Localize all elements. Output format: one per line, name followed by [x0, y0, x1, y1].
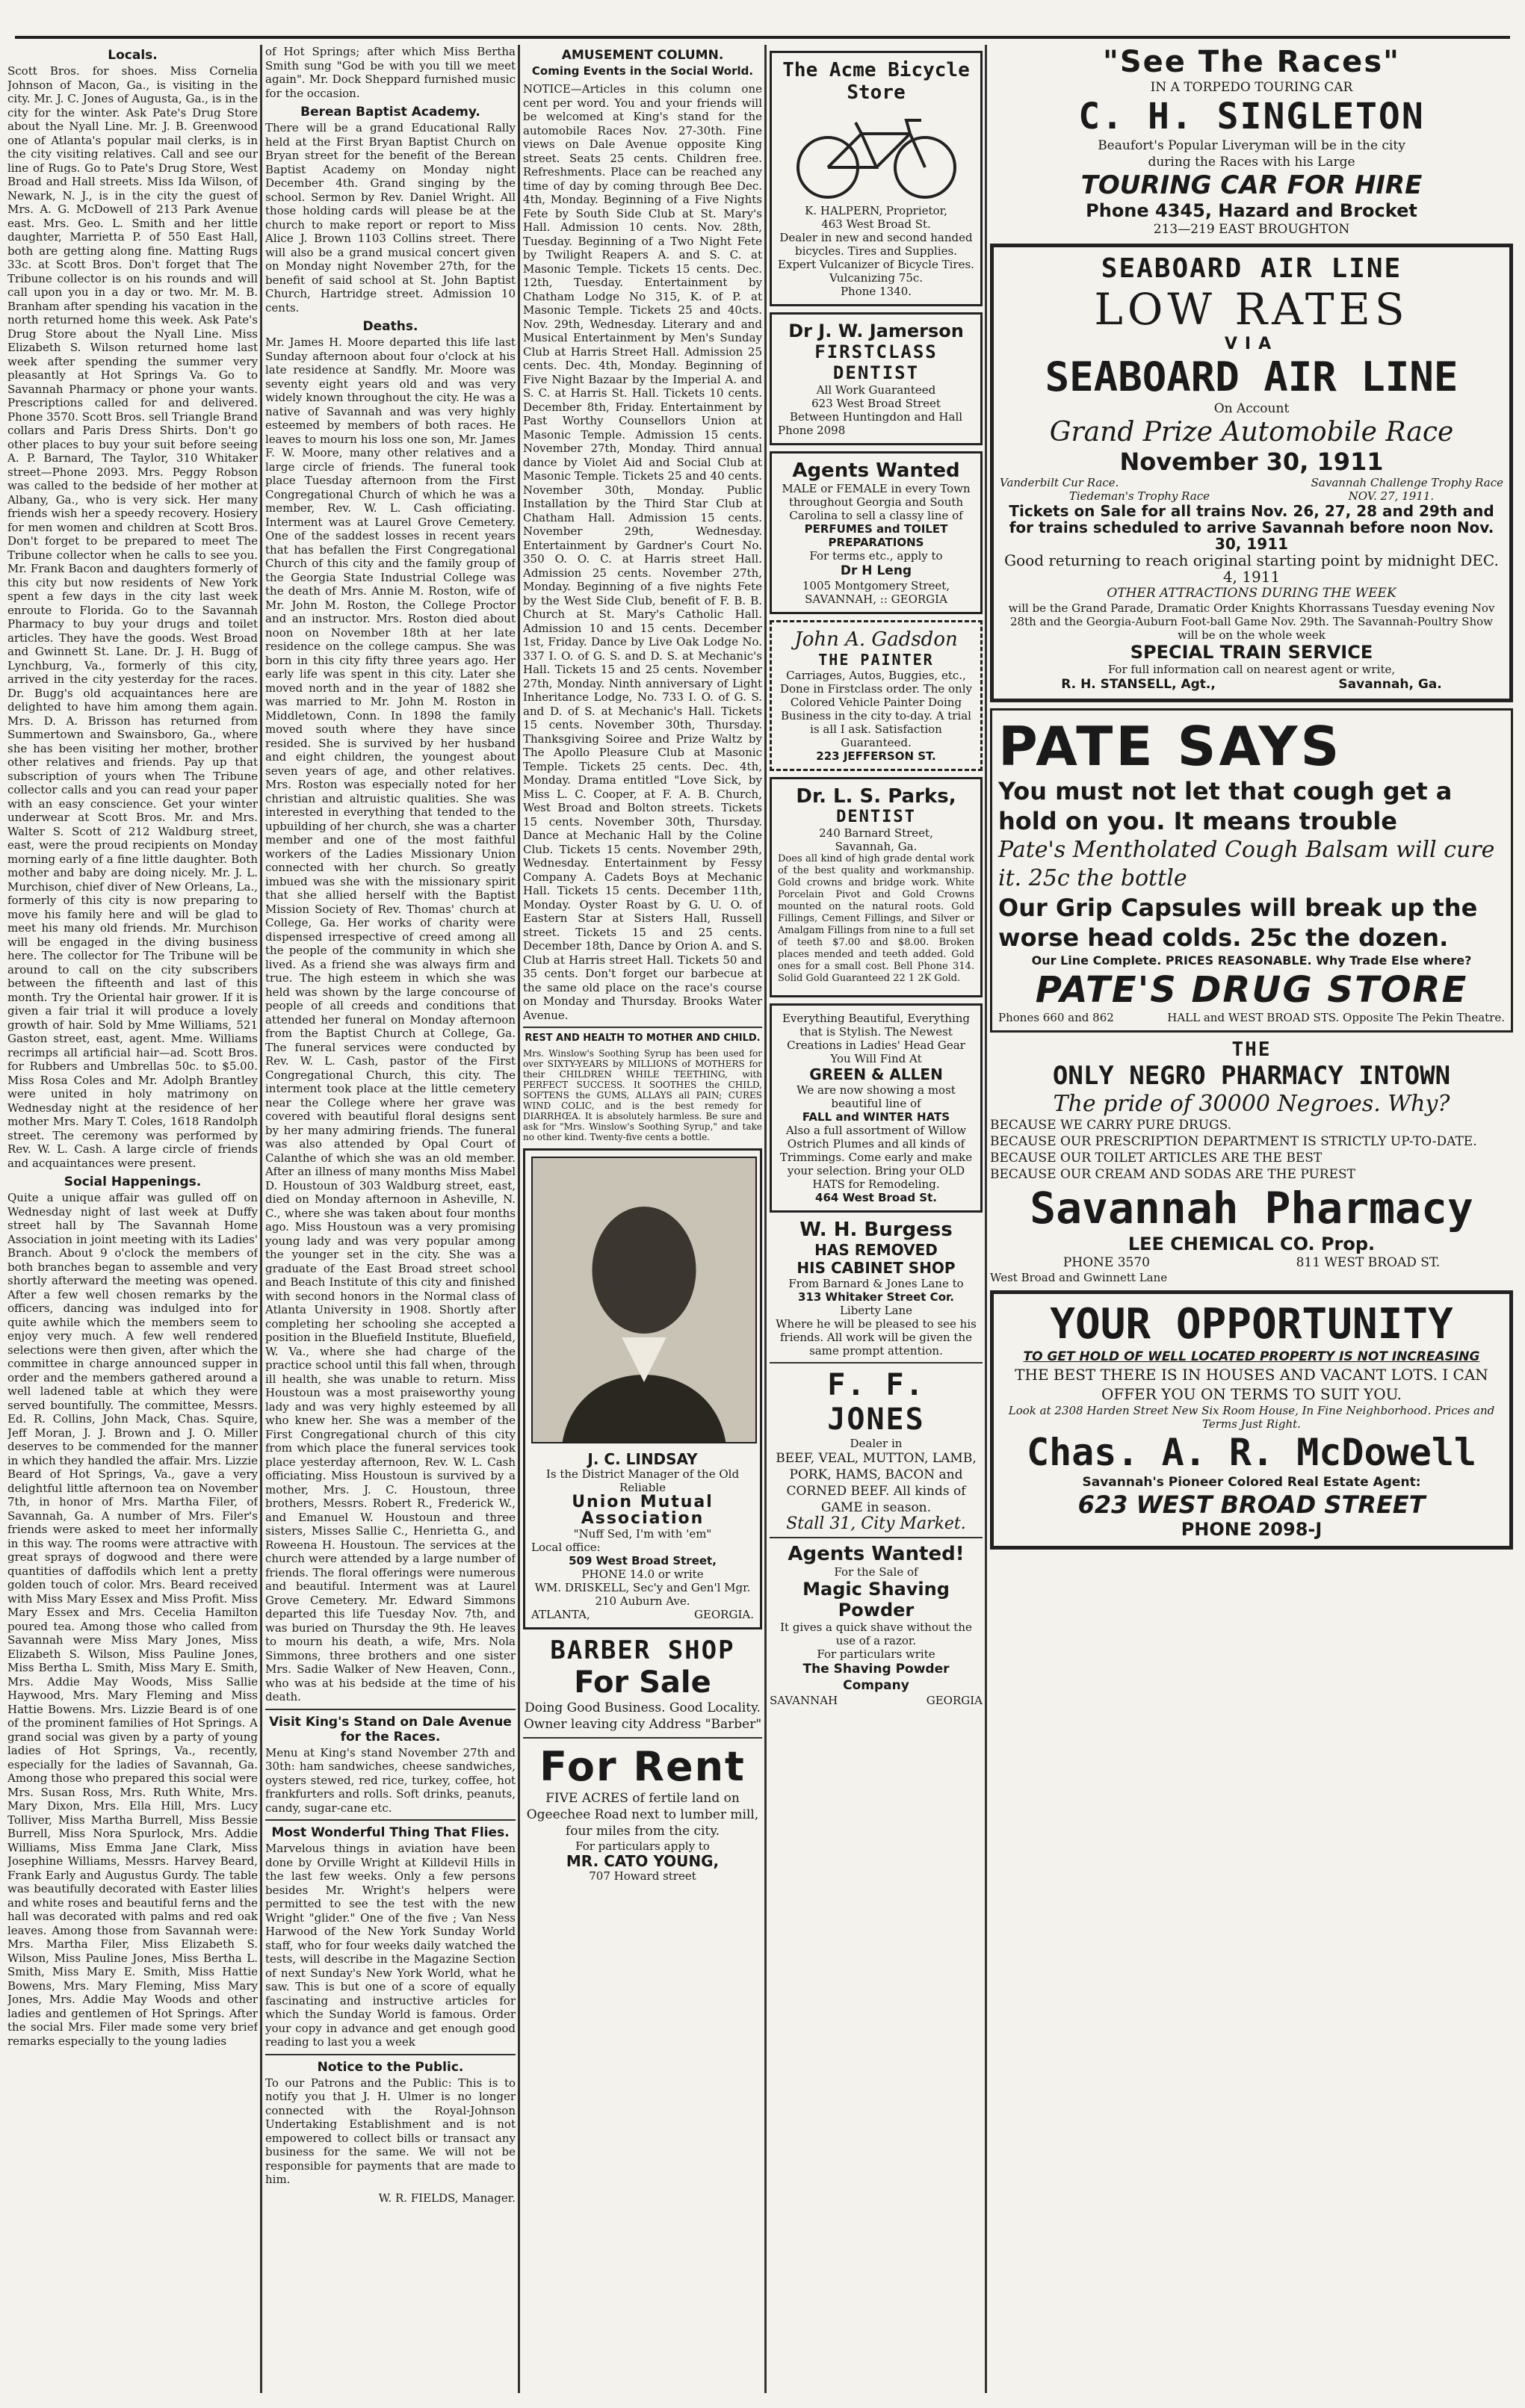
- pate-address: HALL and WEST BROAD STS. Opposite The Pekin Theatre.: [1167, 1011, 1505, 1024]
- seaboard-return: Good returning to reach original starting point by midnight DEC. 4, 1911: [1004, 551, 1499, 586]
- locals-text: Scott Bros. for shoes. Miss Cornelia Johnson of Macon, Ga., is visiting in the city. Mr. J. C. Jones of Augusta, Ga., is in the city for the winter. Ask Pate's Drug Store about the Nyall Line. Mr. J. B. Greenwood one of Atlanta's popular mail clerks, is in the city visiting relatives. Call and see our line of Rugs. Go to Pate's Drug Store, West Broad and Hall streets. Miss Ida Wilson, of Newark, N. J., is in the city the guest of Mrs. A. G. McDowell of 213 Park Avenue east. Mrs. Geo. L. Smith and her little daughter, Marrietta P. of 550 East Hall, both are getting along fine. Matting Rugs 33c. at Scott Bros. Don't forget that The Tribune collector is on his rounds and will call upon you in a day or two. Mr. M. B. Branham after spending his vacation in the north returned home this week. Ask Pate's Drug Store about the Nyall Line. Miss Elizabeth S. Wilson returned home last week after spending the summer very pleasantly at Hot Springs Va. Go to Savannah Pharmacy or phone your wants. Prescriptions called for and delivered. Phone 3570. Scott Bros. sell Triangle Brand collars and Paris Dress Shirts. Don't go other places to buy your suit before seeing A. P. Barnard, The Taylor, 310 Whitaker street—Phone 2093. Mrs. Peggy Robson was called to the bedside of her mother at Albany, Ga., who is very sick. Her many friends wish her a speedy recovery. Hosiery for men women and children at Scott Bros. Don't forget to be prepared to meet The Tribune collector when he calls to see you. Mr. Frank Bacon and daughters formerly of this city but now residents of New York spent a few days in the city last week enroute to Florida. Go to the Savannah Pharmacy to buy your drugs and toilet articles. They have the goods. West Broad and Gwinnett St. Lane. Dr. J. H. Bugg of Lynchburg, Va., formerly of this city, arrived in the city yesterday for the races. Dr. Bugg's old acquaintances here are delighted to have him among them again. Mrs. D. A. Brisson has returned from Summertown and Swainsboro, Ga., where she has been visiting her mother, brother other relatives and friends. Pay up that subscription of yours when The Tribune collector calls and you can read your paper with an easy conscience. Get your winter underwear at Scott Bros. Mr. and Mrs. Walter S. Scott of 212 Waldburg street, east, were the proud recipients on Monday morning early of a fine little daughter. Both mother and baby are doing nicely. Mr. J. L. Murchison, chief diver of New Orleans, La., formerly of this city is now preparing to move his family here and will be glad to meet his many old friends. Mr. Murchison will be engaged in the diving business here. The collector for The Tribune will be around to call on the city subscribers between the fifteenth and last of this month. Try the Oriental hair grower. If it is given a fair trial it will produce a lovely growth of hair. Sold by Mme Williams, 521 Gaston street, east, agent. Mme. Williams recrimps all artificial hair—ad. Scott Bros. for Rubbers and Umbrellas 50c. to $5.00. Miss Rosa Coles and Mr. Adolph Brantley were united in holy matrimony on Wednesday night at the residence of her mother Mrs. Mary T. Coles, 1618 Randolph street. The ceremony was performed by Rev. W. L. Cash. A large circle of friends and acquaintances were present.: [7, 64, 258, 1170]
- pharmacy-lane: West Broad and Gwinnett Lane: [990, 1271, 1168, 1284]
- jamerson-ad: [770, 312, 983, 445]
- seaboard-races-row-2: [1000, 489, 1503, 503]
- divider: [265, 1819, 516, 1821]
- seaboard-tiedeman: Tiedeman's Trophy Race: [1068, 489, 1210, 503]
- opportunity-phone: PHONE 2098-J: [1181, 1519, 1323, 1540]
- shaving-item: Magic Shaving Powder: [802, 1579, 950, 1621]
- pharmacy-only: ONLY NEGRO PHARMACY INTOWN: [1052, 1061, 1451, 1091]
- burgess-ad: [770, 1219, 983, 1358]
- pharmacy-contact-row: [990, 1254, 1513, 1271]
- opportunity-ad: [990, 1290, 1513, 1550]
- rest-text: Mrs. Winslow's Soothing Syrup has been used for over SIXTY-YEARS by MILLIONS of MOTHERS for their CHILDREN WHILE TEETHING, with PERFECT SUCCESS. It SOOTHES the CHILD, SOFTENS the GUMS, ALLAYS all PAIN; CURES WIND COLIC, and is the best remedy for DIARRHŒA. It is absolutely harmless. Be sure and ask for "Mrs. Winslow's Soothing Syrup," and take no other kind. Twenty-five cents a bottle.: [523, 1048, 762, 1142]
- leng-name: Dr H Leng: [840, 563, 912, 578]
- column-rule: [518, 45, 520, 2393]
- rent-heading: For Rent: [539, 1743, 746, 1790]
- berean-text: There will be a grand Educational Rally held at the First Bryan Baptist Church on Bryan street for the benefit of the Berean Baptist Academy on Monday night December 4th. Grand singing by the school. Sermon by Rev. Daniel Wright. All those holding cards will please be at the church to make report or report to Miss Alice J. Brown 1103 Collins street. There will also be a grand musical concert given on Monday night November 27th, for the benefit of said school at St. John Baptist Church, Hartridge street. Admission 10 cents.: [265, 121, 516, 315]
- jamerson-between: Between Huntingdon and Hall: [789, 410, 963, 424]
- shaving-particulars: For particulars write: [817, 1647, 935, 1661]
- seaboard-challenge: Savannah Challenge Trophy Race: [1311, 476, 1503, 489]
- green-allen-ad: [770, 1003, 983, 1213]
- seaboard-city: Savannah, Ga.: [1338, 677, 1442, 692]
- pate-title: PATE SAYS: [998, 715, 1343, 778]
- shaving-text: It gives a quick shave without the use of a razor.: [780, 1621, 972, 1647]
- shaving-for: For the Sale of: [834, 1565, 918, 1579]
- green-text-3: Also a full assortment of Willow Ostrich Plumes and all kinds of Trimmings. Come early and make your selection. Bring your OLD HATS for Remodeling.: [779, 1124, 973, 1191]
- leng-address: 1005 Montgomery Street,: [802, 579, 950, 592]
- seaboard-prize: Grand Prize Automobile Race: [1049, 417, 1454, 448]
- continued-text: of Hot Springs; after which Miss Bertha Smith sung "God be with you till we meet again". Mr. Dock Sheppard furnished music for the occasion.: [265, 45, 516, 100]
- pate-grip: Our Grip Capsules will break up the worse head colds. 25c the dozen.: [998, 894, 1478, 952]
- green-name: GREEN & ALLEN: [809, 1065, 943, 1083]
- pate-contact-row: [998, 1011, 1505, 1024]
- jones-ad: [770, 1368, 983, 1532]
- union-phone: PHONE 14.0 or write: [581, 1567, 704, 1581]
- opportunity-address: 623 WEST BROAD STREET: [1077, 1491, 1426, 1519]
- pate-script: Pate's Mentholated Cough Balsam will cure it. 25c the bottle: [998, 837, 1495, 891]
- pharmacy-reason-4: BECAUSE OUR CREAM AND SODAS ARE THE PUREST: [990, 1167, 1355, 1182]
- burgess-name: W. H. Burgess: [799, 1219, 953, 1241]
- pate-phones: Phones 660 and 862: [998, 1011, 1114, 1024]
- seaboard-other-text: will be the Grand Parade, Dramatic Order Knights Khorrassans Tuesday evening Nov 28th and the Georgia-Auburn Foot-ball Game Nov. 29th. The Savannah-Poultry Show will be on the whole week: [1008, 601, 1495, 642]
- column-rule: [764, 45, 767, 2393]
- seaboard-nov: NOV. 27, 1911.: [1348, 489, 1435, 503]
- pharmacy-reason-3: BECAUSE OUR TOILET ARTICLES ARE THE BEST: [990, 1151, 1323, 1166]
- union-secretary: WM. DRISKELL, Sec'y and Gen'l Mgr.: [534, 1581, 751, 1594]
- divider: [523, 1737, 762, 1739]
- leng-city: SAVANNAH, :: GEORGIA: [805, 592, 947, 606]
- acme-owner: K. HALPERN, Proprietor,: [805, 204, 947, 217]
- green-text: Everything Beautiful, Everything that is Stylish. The Newest Creations in Ladies' Head Gear You Will Find At: [782, 1012, 971, 1065]
- parks-name: Dr. L. S. Parks,: [796, 785, 956, 808]
- parks-title: DENTIST: [836, 808, 916, 826]
- portrait-icon: [533, 1158, 755, 1442]
- pate-store: PATE'S DRUG STORE: [1035, 969, 1468, 1011]
- barber-heading: BARBER SHOP: [550, 1635, 735, 1665]
- green-hats: FALL and WINTER HATS: [802, 1110, 950, 1124]
- opportunity-subtitle: TO GET HOLD OF WELL LOCATED PROPERTY IS NOT INCREASING: [1023, 1349, 1480, 1364]
- rent-apply: For particulars apply to: [575, 1839, 710, 1853]
- lindsay-name: J. C. LINDSAY: [587, 1450, 698, 1468]
- jones-name: F. F. JONES: [827, 1368, 925, 1437]
- burgess-text: Where he will be pleased to see his friends. All work will be given the same prompt attention.: [776, 1317, 977, 1358]
- notice-text: To our Patrons and the Public: This is to notify you that J. H. Ulmer is no longer connected with the Royal-Johnson Undertaking Establishment and is not empowered to collect bills or transact any business for the same. We will not be responsible for payments that are made to him.: [265, 2076, 516, 2186]
- burgess-lane: Liberty Lane: [839, 1304, 913, 1317]
- amusement-heading: AMUSEMENT COLUMN.: [561, 48, 724, 63]
- lindsay-desc: Is the District Manager of the Old Reliable: [545, 1467, 740, 1494]
- pharmacy-ad: [990, 1039, 1513, 1284]
- jamerson-phone: Phone 2098: [778, 424, 846, 437]
- jamerson-work: All Work Guaranteed: [816, 383, 936, 397]
- barber-ad: [523, 1635, 762, 1733]
- social-heading: Social Happenings.: [64, 1174, 202, 1189]
- kings-heading: Visit King's Stand on Dale Avenue for the Races.: [269, 1714, 512, 1745]
- top-rule: [15, 36, 1510, 39]
- races-subtitle: IN A TORPEDO TOURING CAR: [1150, 80, 1353, 95]
- leng-ad: [770, 451, 983, 614]
- deaths-heading: Deaths.: [362, 319, 418, 334]
- jamerson-title: FIRSTCLASS DENTIST: [814, 341, 938, 383]
- union-city-row: [531, 1608, 754, 1621]
- seaboard-tickets: Tickets on Sale for all trains Nov. 26, 27, 28 and 29th and for trains scheduled to arrive Savannah before noon Nov. 30, 1911: [1009, 502, 1494, 553]
- leng-terms: For terms etc., apply to: [809, 549, 943, 563]
- notice-heading: Notice to the Public.: [317, 2059, 464, 2075]
- barber-text: Doing Good Business. Good Locality. Owner leaving city Address "Barber": [523, 1700, 762, 1732]
- divider: [265, 2054, 516, 2055]
- column-rule: [985, 45, 987, 2393]
- rent-text: FIVE ACRES of fertile land on Ogeechee Road next to lumber mill, four miles from the city.: [526, 1791, 759, 1839]
- seaboard-account: On Account: [1213, 401, 1290, 416]
- portrait-photo: [531, 1157, 757, 1443]
- union-city: ATLANTA,: [531, 1608, 590, 1621]
- seaboard-date: November 30, 1911: [1119, 448, 1384, 476]
- acme-title: The Acme Bicycle Store: [782, 59, 970, 104]
- shaving-company: The Shaving Powder Company: [802, 1662, 950, 1693]
- acme-ad: [770, 51, 983, 306]
- parks-city: Savannah, Ga.: [835, 840, 918, 853]
- seaboard-other: OTHER ATTRACTIONS DURING THE WEEK: [1107, 586, 1396, 601]
- rest-heading: REST AND HEALTH TO MOTHER AND CHILD.: [525, 1033, 761, 1044]
- leng-items: PERFUMES and TOILET PREPARATIONS: [804, 522, 948, 549]
- union-address-2: 210 Auburn Ave.: [595, 1594, 690, 1608]
- flies-heading: Most Wonderful Thing That Flies.: [271, 1825, 510, 1840]
- divider: [770, 1537, 983, 1538]
- acme-text: Dealer in new and second handed bicycles. Tires and Supplies. Expert Vulcanizer of Bicycle Tires. Vulcanizing 75c.: [778, 231, 974, 285]
- seaboard-vanderbilt: Vanderbilt Cur Race.: [1000, 476, 1119, 489]
- burgess-from: From Barnard & Jones Lane to: [788, 1277, 964, 1290]
- burgess-moved: HAS REMOVED: [814, 1241, 938, 1259]
- shaving-heading: Agents Wanted!: [788, 1543, 965, 1565]
- singleton-address: 213—219 EAST BROUGHTON: [1153, 222, 1350, 237]
- pate-line: Our Line Complete. PRICES REASONABLE. Why Trade Else where?: [1031, 953, 1472, 968]
- green-text-2: We are now showing a most beautiful line of: [796, 1083, 956, 1110]
- seaboard-special: SPECIAL TRAIN SERVICE: [1130, 642, 1373, 663]
- union-state: GEORGIA.: [693, 1608, 754, 1621]
- seaboard-races-row-1: [1000, 476, 1503, 489]
- opportunity-desc: Savannah's Pioneer Colored Real Estate Agent:: [1082, 1475, 1421, 1490]
- singleton-hire: TOURING CAR FOR HIRE: [1080, 170, 1423, 200]
- seaboard-via: VIA: [1224, 335, 1279, 353]
- union-address: 509 West Broad Street,: [569, 1554, 717, 1567]
- acme-phone: Phone 1340.: [840, 285, 912, 298]
- divider: [523, 1027, 762, 1028]
- column-2: [265, 45, 516, 2393]
- opportunity-text: THE BEST THERE IS IN HOUSES AND VACANT LOTS. I CAN OFFER YOU ON TERMS TO SUIT YOU.: [1015, 1366, 1488, 1403]
- parks-address: 240 Barnard Street,: [819, 826, 933, 840]
- column-4: [770, 45, 983, 2393]
- seaboard-info: For full information call on nearest agent or write,: [1107, 663, 1396, 676]
- seaboard-name-2: SEABOARD AIR LINE: [1045, 353, 1459, 400]
- rent-name: MR. CATO YOUNG,: [566, 1852, 720, 1870]
- pharmacy-reason-2: BECAUSE OUR PRESCRIPTION DEPARTMENT IS STRICTLY UP-TO-DATE.: [990, 1134, 1477, 1149]
- column-3: [523, 45, 762, 2393]
- gadsdon-ad: [770, 620, 983, 771]
- bicycle-icon: [787, 104, 966, 201]
- jones-dealer: Dealer in: [850, 1437, 903, 1450]
- divider: [770, 1362, 983, 1364]
- jamerson-address: 623 West Broad Street: [811, 397, 941, 410]
- notice-signature: W. R. FIELDS, Manager.: [378, 2191, 516, 2205]
- shaving-city-row: [770, 1694, 983, 1707]
- union-name: Union Mutual Association: [572, 1493, 714, 1528]
- singleton-phone: Phone 4345, Hazard and Brocket: [1086, 200, 1417, 221]
- berean-heading: Berean Baptist Academy.: [300, 105, 480, 120]
- pharmacy-reason-1: BECAUSE WE CARRY PURE DRUGS.: [990, 1118, 1232, 1133]
- gadsdon-title: THE PAINTER: [818, 651, 934, 669]
- shaving-city: SAVANNAH: [770, 1694, 838, 1707]
- shaving-state: GEORGIA: [926, 1694, 983, 1707]
- rent-ad: [523, 1743, 762, 1883]
- lindsay-ad: [523, 1148, 762, 1629]
- amusement-subheading: Coming Events in the Social World.: [531, 64, 754, 78]
- pharmacy-address: 811 WEST BROAD ST.: [1296, 1255, 1441, 1270]
- leng-heading: Agents Wanted: [792, 459, 960, 482]
- union-quote: "Nuff Sed, I'm with 'em": [573, 1527, 712, 1541]
- gadsdon-address: 223 JEFFERSON ST.: [816, 749, 936, 763]
- flies-text: Marvelous things in aviation have been done by Orville Wright at Killdevil Hills in the last few weeks. Only a few persons besides Mr. Wright's helpers were permitted to see the test with the new Wright "glider." One of the five ; Van Ness Harwood of the New York Sunday World staff, who for four weeks daily watched the tests, will describe in the Magazine Section of next Sunday's New York World, what he saw. This is but one of a score of equally fascinating and instructive articles for which the Sunday World is famous. Order your copy in advance and get enough good reading to last you a week: [265, 1842, 516, 2049]
- jones-stall: Stall 31, City Market.: [786, 1514, 966, 1533]
- amusement-text: NOTICE—Articles in this column one cent per word. You and your friends will be welcomed at King's stand for the automobile Races Nov. 27-30th. Fine views on Dale Avenue opposite King street. Seats 25 cents. Children free. Refreshments. Place can be reached any time of day by coming through Bee Dec. 4th, Monday. Beginning of a Five Nights Fete by South Side Club at St. Mary's Hall. Admission 10 cents. Nov. 28th, Tuesday. Beginning of a Two Night Fete by Twilight Reapers A. and S. C. at Masonic Temple. Tickets 15 cents. Dec. 12th, Tuesday. Entertainment by Chatham Lodge No 315, K. of P. at Masonic Temple. Tickets 25 and 40cts. Nov. 29th, Wednesday. Literary and and Musical Entertainment by Men's Sunday Club at Harris Street Hall. Admission 25 cents. Dec. 4th, Monday. Beginning of Five Night Bazaar by the Imperial A. and S. C. at Harris St. Hall. Tickets 10 cents. December 8th, Friday. Entertainment by Past Worthy Counsellors Union at Masonic Temple. Admission 15 cents. November 27th, Monday. Third annual dance by Violet Aid and Social Club at Masonic Temple. Tickets 25 and 40 cents. November 30th, Monday. Public Installation by the Third Star Club at Chatham Hall. Admission 15 cents. November 29th, Wednesday. Entertainment by Gardner's Court No. 350 O. O. C. at Harris street Hall. Admission 25 cents. November 27th, Monday. Beginning of a five nights Fete by the West Side Club, benefit of F. B. B. Church at St. Mary's Catholic Hall. Admission 10 and 15 cents. December 1st, Friday. Dance by Live Oak Lodge No. 337 I. O. of G. S. and D. S. at Mechanic's Hall. Tickets 15 and 25 cents. November 27th, Monday. Ninth anniversary of Light Inheritance Lodge, No. 733 I. O. of G. S. and D. of S. at Mechanic's Hall. Tickets 15 cents. November 30th, Thursday. Thanksgiving Soiree and Prize Waltz by The Apollo Pleasure Club at Masonic Temple. Tickets 25 cents. Dec. 4th, Monday. Drama entitled "Love Sick, by Miss L. C. Cooper, at F. A. B. Church, West Broad and Bolton streets. Tickets 15 cents. November 30th, Thursday. Dance at Mechanic Hall by the Coline Club. Tickets 15 cents. November 29th, Wednesday. Entertainment by Fessy Company A. Cadets Boys at Mechanic Hall. Tickets 15 cents. December 11th, Monday. Oyster Roast by G. U. O. of Eastern Star at Sisters Hall, Russell street. Tickets 15 and 25 cents. December 18th, Dance by Orion A. and S. Club at Harris street Hall. Tickets 50 and 35 cents. Don't forget our barbecue at the same old place on the race's course on Monday and Thursday. Brooks Water Avenue.: [523, 82, 762, 1022]
- barber-for-sale: For Sale: [574, 1665, 711, 1700]
- leng-text: MALE or FEMALE in every Town throughout Georgia and South Carolina to sell a classy line of: [782, 482, 971, 522]
- locals-heading: Locals.: [108, 48, 158, 63]
- gadsdon-text: Carriages, Autos, Buggies, etc., Done in Firstclass order. The only Colored Vehicle Painter Doing Business in the city to-day. A trial is all I ask. Satisfaction Guaranteed.: [779, 669, 972, 749]
- opportunity-look: Look at 2308 Harden Street New Six Room House, In Fine Neighborhood. Prices and Terms Just Right.: [1008, 1404, 1495, 1431]
- green-address: 464 West Broad St.: [815, 1191, 937, 1204]
- divider: [265, 1709, 516, 1710]
- social-text: Quite a unique affair was gulled off on Wednesday night of last week at Duffy street hall by The Savannah Home Association in joint meeting with its Ladies' Branch. About 9 o'clock the members of both branches began to assemble and very shortly afterward the meeting was opened. After a few well chosen remarks by the officers, dancing was indulged into for quite awhile which the members seem to enjoy very much. A few well rendered selections were then given, after which the committee in charge announced supper in order and the members gathered around a well ladened table at which they were served bountifully. The committee, Messrs. Ed. R. Collins, John Mack, Chas. Squire, Jeff Moran, J. J. Brown and J. O. Miller deserves to be commended for the manner in which they handled the affair. Mrs. Lizzie Beard of Hot Springs, Va., gave a very delightful little afternoon tea on November 7th, in honor of Mrs. Martha Filer, of Savannah, Ga. A number of Mrs. Filer's friends were asked to meet her informally in this way. The rooms were attractive with great sprays of dogwood and there were quantities of daffodils which lent a pretty golden touch of color. Mrs. Beard received with Miss Mary Essex and Miss Profit. Miss Mary Essex and Mrs. Cecelia Hamilton poured tea. Among those who called from Savannah were Miss Mary Jones, Miss Elizabeth S. Wilson, Miss Pauline Jones, Miss Bertha L. Smith, Miss Mary E. Smith, Mrs. Addie May Woods, Miss Sallie Haywood, Mrs. Mary Fleming and Miss Hattie Bowens. Mrs. Lizzie Beard is of one of the prominent families of Hot Springs. A grand social was given by a party of young ladies of Hot Springs, Va., recently, especially for the ladies of Savannah, Ga. Among those who prepared this social were Mrs. Susan Ross, Mrs. Ruth White, Mrs. Mary Dixon, Mrs. Ella Hill, Mrs. Lucy Tolliver, Miss Martha Burrell, Miss Bessie Burrell, Miss Nora Spurlock, Mrs. Addie Williams, Miss Emma Jane Clark, Miss Josephine Williams, Messrs. Harvey Beard, Frank Early and Augustus Gurdy. The table was beautifully decorated with Easter lilies and white roses and beautiful ferns and the hall was decorated with palms and red oak leaves. Among those from Savannah were: Mrs. Martha Filer, Miss Elizabeth S. Wilson, Miss Pauline Jones, Miss Bertha L. Smith, Miss Mary E. Smith, Miss Hattie Bowens, Mrs. Mary Fleming, Miss Mary Jones, Mrs. Addie May Woods and other ladies and gentlemen of Hot Springs. After the social Mrs. Filer made some very brief remarks especially to the young ladies: [7, 1191, 258, 2048]
- opportunity-title: YOUR OPPORTUNITY: [1050, 1300, 1453, 1349]
- column-5: [990, 45, 1513, 2393]
- seaboard-name: SEABOARD AIR LINE: [1101, 253, 1402, 284]
- union-office: Local office:: [531, 1541, 601, 1554]
- column-1: [7, 45, 258, 2393]
- pharmacy-the: THE: [1231, 1039, 1272, 1061]
- pharmacy-pride: The pride of 30000 Negroes. Why?: [1053, 1091, 1450, 1117]
- opportunity-name: Chas. A. R. McDowell: [1026, 1431, 1477, 1474]
- parks-ad: [770, 777, 983, 997]
- pate-ad: [990, 708, 1513, 1033]
- pharmacy-company: LEE CHEMICAL CO. Prop.: [1127, 1234, 1376, 1254]
- singleton-ad: [990, 45, 1513, 238]
- singleton-desc-1: Beaufort's Popular Liveryman will be in the city: [1098, 138, 1405, 153]
- races-title: "See The Races": [1103, 45, 1400, 79]
- seaboard-agent-row: [1000, 676, 1503, 693]
- seaboard-ad: [990, 244, 1513, 702]
- singleton-name: C. H. SINGLETON: [1078, 96, 1425, 137]
- pate-text: You must not let that cough get a hold on you. It means trouble: [998, 777, 1453, 835]
- seaboard-low-rates: LOW RATES: [1094, 284, 1409, 335]
- jones-items: BEEF, VEAL, MUTTON, LAMB, PORK, HAMS, BACON and CORNED BEEF. All kinds of GAME in season.: [776, 1451, 977, 1515]
- seaboard-agent: R. H. STANSELL, Agt.,: [1061, 677, 1216, 692]
- gadsdon-name: John A. Gadsdon: [794, 628, 958, 651]
- kings-text: Menu at King's stand November 27th and 30th: ham sandwiches, cheese sandwiches, oysters stewed, red rice, turkey, coffee, hot frankfurters and rolls. Soft drinks, peanuts, candy, sugar-cane etc.: [265, 1745, 516, 1815]
- parks-text: Does all kind of high grade dental work of the best quality and workmanship. Gold crowns and bridge work. White Porcelain Pivot and Gold Crowns mounted on the natural roots. Gold Fillings, Cement Fillings, and Silver or Amalgam Fillings from nine to a full set of teeth $7.00 and $8.00. Broken places mended and teeth added. Gold ones for a small cost. Bell Phone 314. Solid Gold Guaranteed 22 1 2K Gold.: [778, 853, 974, 984]
- deaths-text: Mr. James H. Moore departed this life last Sunday afternoon about four o'clock at his late residence at Sandfly. Mr. Moore was seventy eight years old and was very widely known throughout the city. He was a native of Savannah and was very highly esteemed by members of both races. He leaves to mourn his loss one son, Mr. James F. W. Moore, many other relatives and a large circle of friends. The funeral took place Tuesday afternoon from the First Congregational Church of which he was a member, Rev. W. L. Cash officiating. Interment was at Laurel Grove Cemetery. One of the saddest losses in recent years that has befallen the First Congregational Church of this city and the family group of the Georgia State Industrial College was the death of Mrs. Annie M. Roston, wife of Mr. John M. Roston, the College Proctor and an instructor. Mrs. Roston died about noon on November 18th at her late residence on the college campus. She was born in this city fifty three years ago. Her early life was spent in this city. Later she moved north and in the year of 1882 she was married to Mr. John M. Roston in Middletown, Conn. In 1898 the family moved south where they have since resided. She is survived by her husband and eight children, the youngest about seven years of age, and other relatives. Mrs. Roston was especially noted for her christian and altruistic qualities. She was interested in everything that tended to the upbuilding of her church, she was a charter member and one of the most faithful workers of the Ladies Missionary Union connected with her church. So greatly imbued was she with the missionary spirit that she allied herself with the Baptist Mission Society of Rev. Thomas' church at College, Ga. Her works of charity were dispensed irrespective of creed among all the people of the community in which she lived. As a friend she was always firm and true. The high esteem in which she was held was shown by the large concourse of people of all creeds and conditions that attended her funeral on Monday afternoon from the Baptist Church at College, Ga. The funeral services were conducted by Rev. W. L. Cash, pastor of the First Congregational Church, this city. The interment took place at the little cemetery near the College where her grave was covered with beautiful floral designs sent by her many admiring friends. The funeral was also attended by Opal Court of Calanthe of which she was an old member. After an illness of many months Miss Mabel D. Houstoun of 303 Waldburg street, east, died on Monday afternoon in Asheville, N. C., where she was taken about four months ago. Miss Houstoun was a very promising young lady and was very popular among the younger set in the city. She was a graduate of the East Broad street school and Beach Institute of this city and finished with second honors in the Normal class of Atlanta University in 1908. Shortly after completing her schooling she accepted a position in the Bluefield Institute, Bluefield, W. Va., where she had charge of the practice school until this fall when, through ill health, she was unable to return. Miss Houstoun was a most praiseworthy young lady and was very highly esteemed by all who knew her. She was a member of the First Congregational church of this city from which place the funeral services took place yesterday afternoon, Rev. W. L. Cash officiating. Miss Houstoun is survived by a mother, Mrs. J. C. Houstoun, three brothers, Messrs. Robert R., Frederick W., and Emanuel W. Houstoun and three sisters, Misses Sallie C., Henrietta G., and Roweena H. Houstoun. The services at the church were attended by a large number of friends. The floral offerings were numerous and beautiful. Interment was at Laurel Grove Cemetery. Mr. Edward Simmons departed this life Tuesday Nov. 7th, and was buried on Thursday the 9th. He leaves to mourn his death, a wife, Mrs. Nola Simmons, three brothers and one sister Mrs. Sadie Walker of New Heaven, Conn., who was at his bedside at the time of his death.: [265, 335, 516, 1703]
- burgess-shop: HIS CABINET SHOP: [796, 1259, 956, 1277]
- pharmacy-phone: PHONE 3570: [1062, 1255, 1150, 1270]
- column-rule: [260, 45, 262, 2393]
- burgess-address: 313 Whitaker Street Cor.: [798, 1290, 954, 1304]
- singleton-desc-2: during the Races with his Large: [1148, 155, 1355, 170]
- pharmacy-name: Savannah Pharmacy: [1030, 1183, 1473, 1234]
- acme-address: 463 West Broad St.: [821, 217, 931, 231]
- shaving-ad: [770, 1543, 983, 1707]
- jamerson-name: Dr J. W. Jamerson: [788, 321, 964, 341]
- rent-address: 707 Howard street: [589, 1869, 696, 1883]
